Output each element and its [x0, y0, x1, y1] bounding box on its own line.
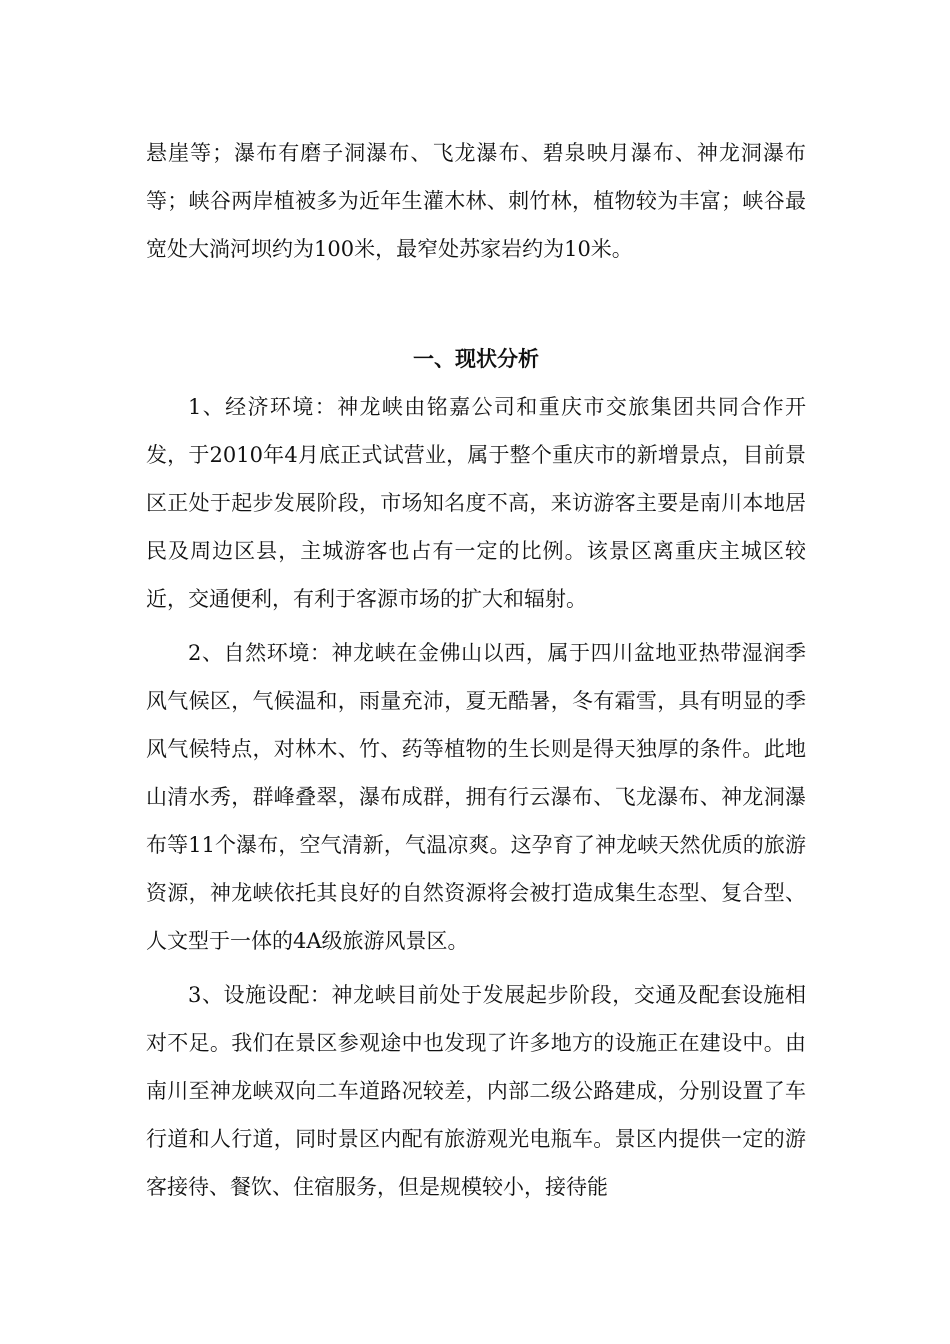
section-title: 一、现状分析	[413, 346, 539, 371]
paragraph-facilities: 3、设施设配：神龙峡目前处于发展起步阶段，交通及配套设施相对不足。我们在景区参观途中也发现了许多地方的设施正在建设中。由南川至神龙峡双向二车道路况较差，内部二级公路建成，分别设置了车行道和人行道，同时景区内配有旅游观光电瓶车。景区内提供一定的游客接待、餐饮、住宿服务，但是规模较小，接待能	[146, 983, 806, 1199]
paragraph-natural-environment: 2、自然环境：神龙峡在金佛山以西，属于四川盆地亚热带湿润季风气候区，气候温和，雨量充沛，夏无酷暑，冬有霜雪，具有明显的季风气候特点，对林木、竹、药等植物的生长则是得天独厚的条件。此地山清水秀，群峰叠翠，瀑布成群，拥有行云瀑布、飞龙瀑布、神龙洞瀑布等11个瀑布，空气清新，气温凉爽。这孕育了神龙峡天然优质的旅游资源，神龙峡依托其良好的自然资源将会被打造成集生态型、复合型、人文型于一体的4A级旅游风景区。	[146, 641, 806, 953]
paragraph-economic-environment: 1、经济环境：神龙峡由铭嘉公司和重庆市交旅集团共同合作开发，于2010年4月底正式试营业，属于整个重庆市的新增景点，目前景区正处于起步发展阶段，市场知名度不高，来访游客主要是南川本地居民及周边区县，主城游客也占有一定的比例。该景区离重庆主城区较近，交通便利，有利于客源市场的扩大和辐射。	[146, 395, 806, 611]
intro-paragraph: 悬崖等；瀑布有磨子洞瀑布、飞龙瀑布、碧泉映月瀑布、神龙洞瀑布等；峡谷两岸植被多为近年生灌木林、刺竹林，植物较为丰富；峡谷最宽处大淌河坝约为100米，最窄处苏家岩约为10米。	[146, 141, 806, 261]
document-body	[146, 129, 806, 1211]
section-spacer	[146, 273, 806, 321]
